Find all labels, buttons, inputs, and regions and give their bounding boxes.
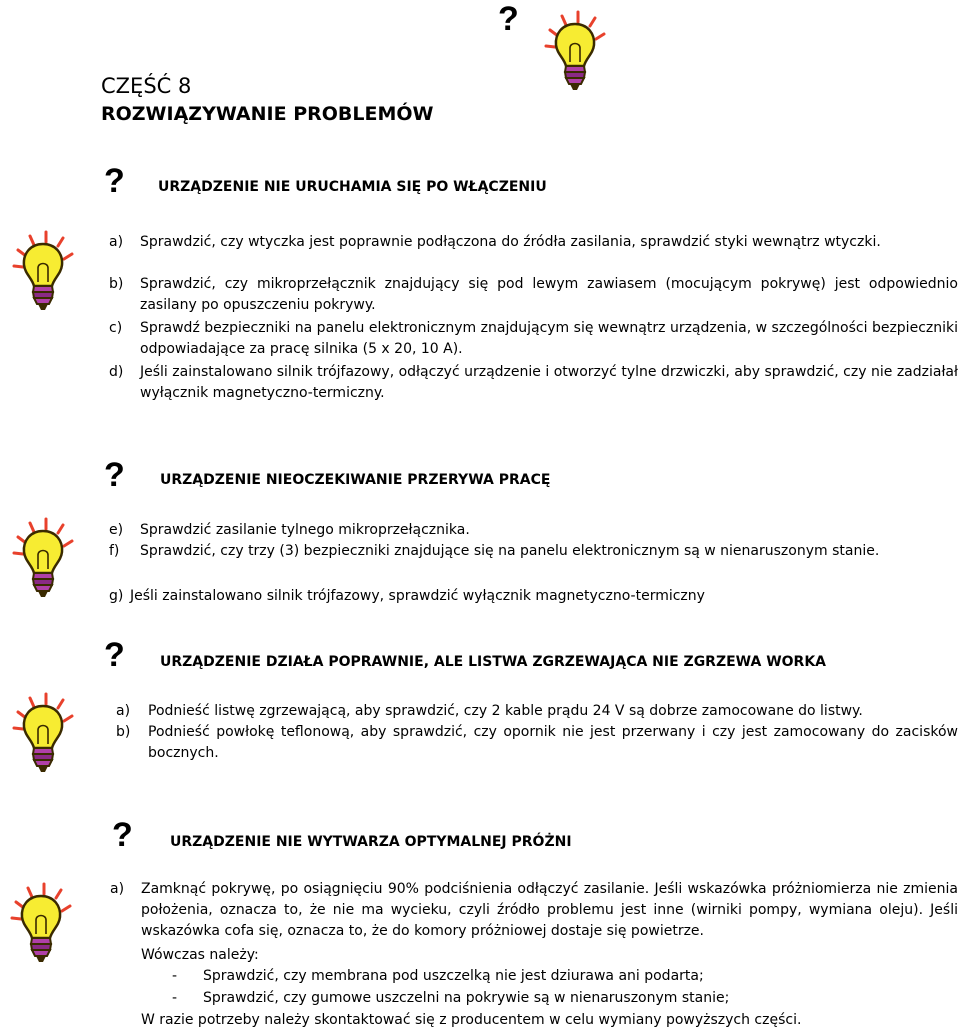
item-label: c) xyxy=(109,320,123,336)
lightbulb-icon xyxy=(8,690,78,780)
item-label: f) xyxy=(109,543,120,559)
section-3-title: URZĄDZENIE DZIAŁA POPRAWNIE, ALE LISTWA ZGRZEWAJĄCA NIE ZGRZEWA WORKA xyxy=(160,654,827,670)
item-label: b) xyxy=(109,276,124,292)
item-label: a) xyxy=(110,881,125,897)
item-text: Sprawdzić, czy gumowe uszczelni na pokrywie są w nienaruszonym stanie; xyxy=(203,990,730,1006)
item-text: Sprawdzić zasilanie tylnego mikroprzełącznika. xyxy=(140,522,470,538)
item-text: Sprawdzić, czy membrana pod uszczelką nie jest dziurawa ani podarta; xyxy=(203,968,704,984)
lightbulb-icon xyxy=(540,8,610,98)
item-text: Sprawdź bezpieczniki na panelu elektronicznym znajdującym się wewnątrz urządzenia, w szczególności bezpieczniki odpowiadające za pracę silnika (5 x 20, 10 A). xyxy=(140,320,958,357)
item-text: Jeśli zainstalowano silnik trójfazowy, odłączyć urządzenie i otworzyć tylne drzwiczki, aby sprawdzić, czy nie zadziałał wyłącznik magnetyczno-termiczny. xyxy=(140,364,958,401)
item-label: a) xyxy=(116,703,131,719)
section-2-title: URZĄDZENIE NIEOCZEKIWANIE PRZERYWA PRACĘ xyxy=(160,472,551,488)
lightbulb-icon xyxy=(8,515,78,605)
item-text: Sprawdzić, czy mikroprzełącznik znajdujący się pod lewym zawiasem (mocującym pokrywę) jest odpowiednio zasilany po opuszczeniu pokrywy. xyxy=(140,276,958,313)
header-question-mark: ? xyxy=(498,0,519,38)
item-text: Podnieść listwę zgrzewającą, aby sprawdzić, czy 2 kable prądu 24 V są dobrze zamocowane do listwy. xyxy=(148,703,863,719)
item-label: e) xyxy=(109,522,124,538)
item-text: Zamknąć pokrywę, po osiągnięciu 90% podciśnienia odłączyć zasilanie. Jeśli wskazówka próżniomierza nie zmienia położenia, oznacza to, że nie ma wycieku, czyli źródło problemu jest inne (wirniki pompy, wymiana oleju). Jeśli wskazówka cofa się, oznacza to, że do komory próżniowej dostaje się powietrze. xyxy=(141,881,958,939)
section-2-question-mark: ? xyxy=(104,456,125,494)
section-4-question-mark: ? xyxy=(112,816,133,854)
item-label: b) xyxy=(116,724,131,740)
part-label: CZĘŚĆ 8 xyxy=(101,74,192,98)
dash-marker: - xyxy=(172,990,178,1006)
item-text: Sprawdzić, czy trzy (3) bezpieczniki znajdujące się na panelu elektronicznym są w nienaruszonym stanie. xyxy=(140,543,880,559)
section-1-title: URZĄDZENIE NIE URUCHAMIA SIĘ PO WŁĄCZENIU xyxy=(158,179,547,195)
then-label: Wówczas należy: xyxy=(141,947,259,963)
page-title: ROZWIĄZYWANIE PROBLEMÓW xyxy=(101,103,434,125)
item-text: Podnieść powłokę teflonową, aby sprawdzić, czy opornik nie jest przerwany i czy jest zamocowany do zacisków bocznych. xyxy=(148,724,958,761)
section-4-title: URZĄDZENIE NIE WYTWARZA OPTYMALNEJ PRÓŻNI xyxy=(170,834,572,850)
section-1-question-mark: ? xyxy=(104,162,125,200)
lightbulb-icon xyxy=(6,880,76,970)
dash-marker: - xyxy=(172,968,178,984)
item-label: d) xyxy=(109,364,124,380)
section-3-question-mark: ? xyxy=(104,636,125,674)
item-label: a) xyxy=(109,234,124,250)
item-label: g) xyxy=(109,588,124,604)
item-text: Sprawdzić, czy wtyczka jest poprawnie podłączona do źródła zasilania, sprawdzić styki wewnątrz wtyczki. xyxy=(140,234,881,250)
footer-note: W razie potrzeby należy skontaktować się z producentem w celu wymiany powyższych części. xyxy=(141,1012,802,1028)
lightbulb-icon xyxy=(8,228,78,318)
item-text: Jeśli zainstalowano silnik trójfazowy, sprawdzić wyłącznik magnetyczno-termiczny xyxy=(130,588,705,604)
